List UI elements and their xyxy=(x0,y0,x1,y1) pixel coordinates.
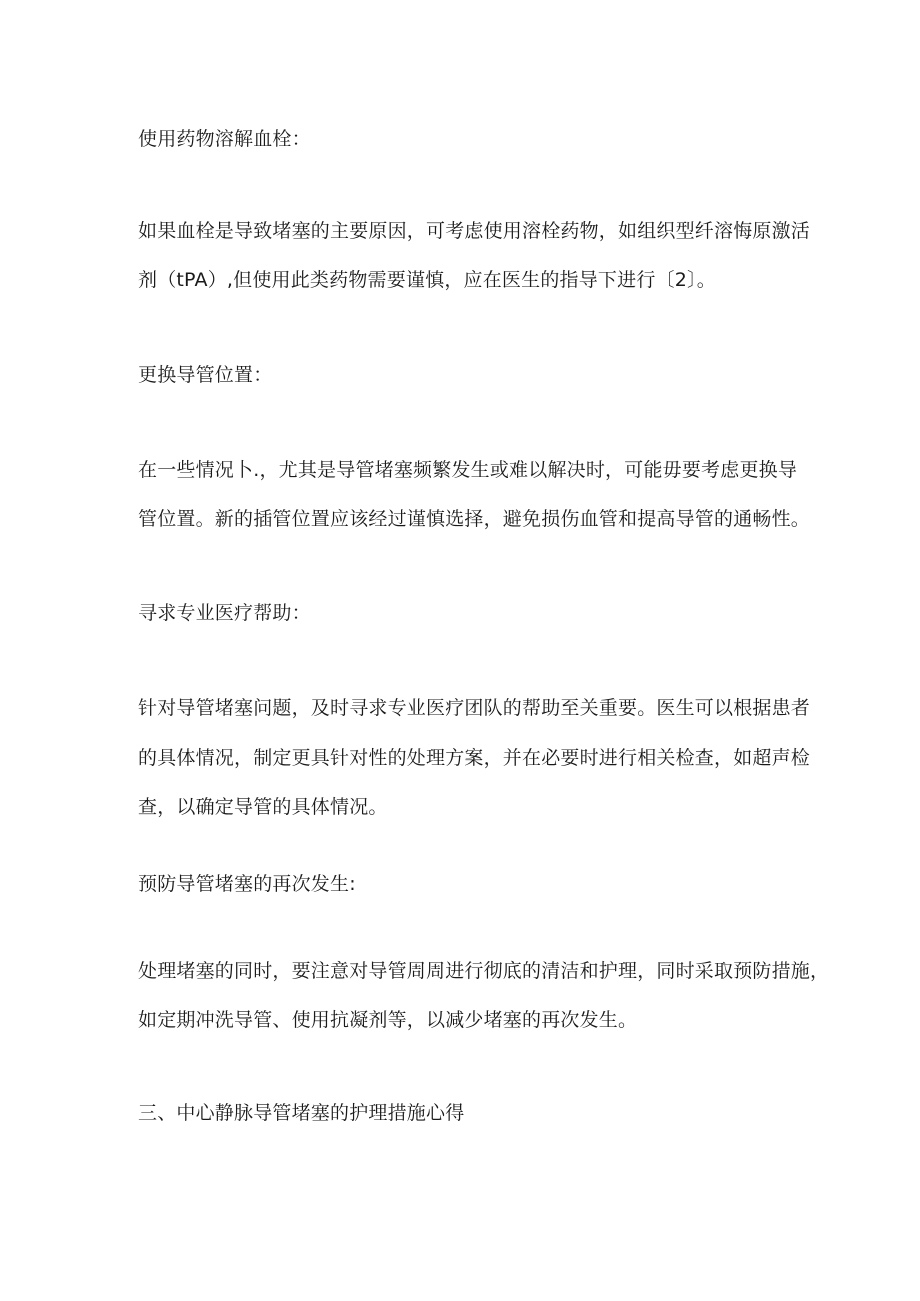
paragraph-line: 查，以确定导管的具体情况。 xyxy=(138,796,388,818)
paragraph-line: 管位置。新的插管位置应该经过谨慎选择，避免损伤血管和提高导管的通畅性。 xyxy=(138,508,811,530)
paragraph-line: 如果血栓是导致堵塞的主要原因，可考虑使用溶栓药物，如组织型纤溶悔原激活 xyxy=(138,220,811,242)
paragraph-line: 在一些情况卜.，尤其是导管堵塞频繁发生或难以解决时，可能毋要考虑更换导 xyxy=(138,459,798,481)
paragraph-line: 处理堵塞的同时，要注意对导管周周进行彻底的清洁和护理，同时采取预防措施， xyxy=(138,960,830,982)
section-heading-medical-help: 寻求专业医疗帮助： xyxy=(138,602,311,624)
section-heading-catheter-position: 更换导管位置： xyxy=(138,364,273,386)
section-heading-prevention: 预防导管堵塞的再次发生: xyxy=(138,873,356,895)
paragraph-line: 如定期冲洗导管、使用抗凝剂等，以减少堵塞的再次发生。 xyxy=(138,1009,638,1031)
paragraph-line: 针对导管堵塞问题，及时寻求专业医疗团队的帮助至关重要。医生可以根据患者 xyxy=(138,697,811,719)
paragraph-line: 的具体情况，制定更具针对性的处理方案，并在必要时进行相关检查，如超声检 xyxy=(138,747,811,769)
chapter-heading: 三、中心静脉导管堵塞的护理措施心得 xyxy=(138,1102,465,1124)
section-heading-thrombolysis: 使用药物溶解血栓： xyxy=(138,128,311,150)
paragraph-line: 剂（tPA）,但使用此类药物需要谨慎，应在医生的指导下进行〔2〕。 xyxy=(138,269,716,291)
